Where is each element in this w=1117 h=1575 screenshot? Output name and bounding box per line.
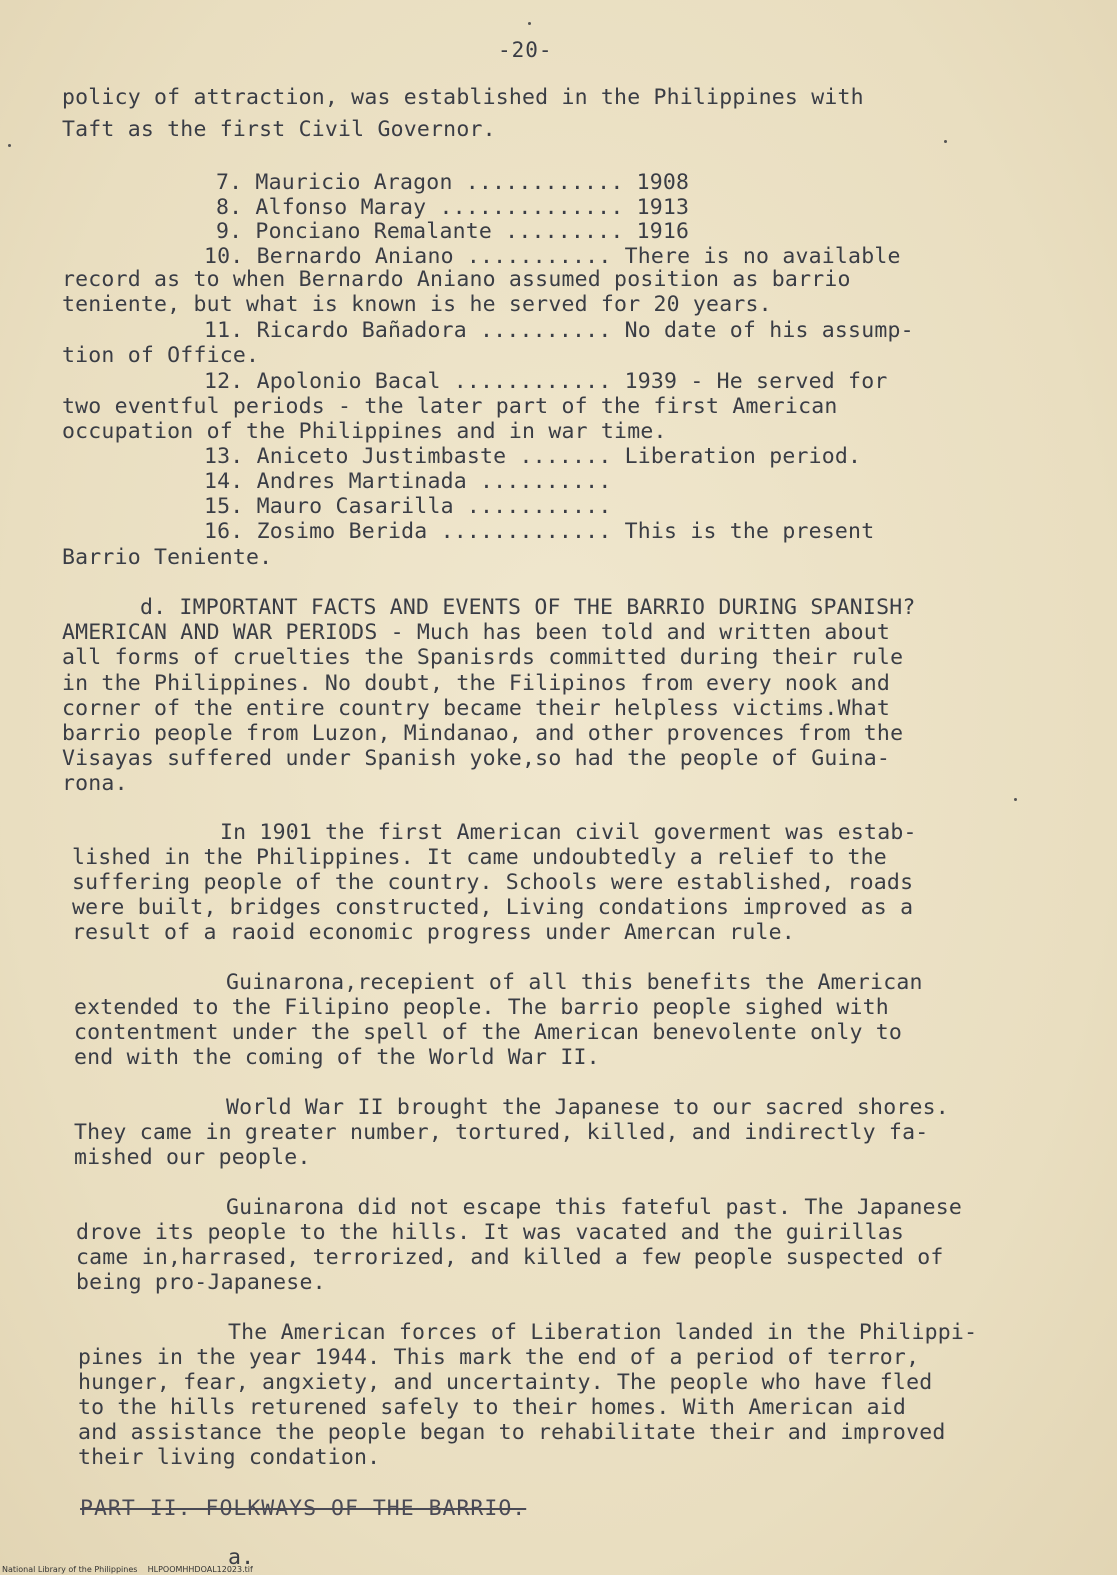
text-line: rona. [62, 771, 128, 796]
teniente-list-item: 7. Mauricio Aragon ............ 1908 [216, 170, 690, 195]
text-line: were built, bridges constructed, Living condations improved as a [72, 895, 914, 920]
text-line: mished our people. [74, 1145, 311, 1170]
text-line: Taft as the first Civil Governor. [62, 117, 496, 142]
teniente-list-item: 16. Zosimo Berida ............. This is the present [204, 519, 875, 544]
text-line: in the Philippines. No doubt, the Filipinos from every nook and [62, 671, 891, 696]
text-line: record as to when Bernardo Aniano assumed position as barrio [62, 267, 851, 292]
archive-footer: National Library of the Philippines HLPOOMHHDOAL12023.tif [2, 1565, 253, 1574]
teniente-list-item: 15. Mauro Casarilla ........... [204, 494, 612, 519]
ink-speck [528, 22, 531, 25]
text-line: occupation of the Philippines and in war time. [62, 419, 667, 444]
text-line: corner of the entire country became their helpless victims.What [62, 696, 891, 721]
teniente-list-item: 11. Ricardo Bañadora .......... No date of his assump- [204, 318, 914, 343]
page-number: -20- [498, 38, 553, 62]
ink-speck [8, 144, 11, 147]
text-line: result of a raoid economic progress under Amercan rule. [72, 920, 795, 945]
teniente-list-item: 8. Alfonso Maray .............. 1913 [216, 195, 690, 220]
text-line: suffering people of the country. Schools were established, roads [72, 870, 914, 895]
ink-speck [944, 140, 947, 143]
text-line: The American forces of Liberation landed in the Philippi- [228, 1320, 978, 1345]
teniente-list-item: 14. Andres Martinada .......... [204, 469, 612, 494]
text-line: their living condation. [78, 1445, 381, 1470]
text-line: two eventful periods - the later part of the first American [62, 394, 838, 419]
text-line: contentment under the spell of the American benevolente only to [74, 1020, 903, 1045]
teniente-list-item: 9. Ponciano Remalante ......... 1916 [216, 219, 690, 244]
teniente-list-item: 12. Apolonio Bacal ............ 1939 - He served for [204, 369, 888, 394]
text-line: Guinarona,recepient of all this benefits the American [226, 970, 923, 995]
text-line: drove its people to the hills. It was vacated and the guirillas [76, 1220, 905, 1245]
text-line: World War II brought the Japanese to our sacred shores. [226, 1095, 949, 1120]
text-line: teniente, but what is known is he served for 20 years. [62, 292, 772, 317]
text-line: In 1901 the first American civil goverment was estab- [220, 820, 917, 845]
section-d-heading: d. IMPORTANT FACTS AND EVENTS OF THE BARRIO DURING SPANISH? [140, 595, 916, 620]
text-line: Guinarona did not escape this fateful past. The Japanese [226, 1195, 963, 1220]
text-line: policy of attraction, was established in the Philippines with [62, 85, 864, 110]
text-line: Visayas suffered under Spanish yoke,so had the people of Guina- [62, 746, 891, 771]
ink-speck [1014, 798, 1017, 801]
text-line: They came in greater number, tortured, killed, and indirectly fa- [74, 1120, 929, 1145]
next-item-label: a. [228, 1545, 255, 1570]
text-line: extended to the Filipino people. The barrio people sighed with [74, 995, 889, 1020]
text-line: AMERICAN AND WAR PERIODS - Much has been told and written about [62, 620, 891, 645]
text-line: and assistance the people began to rehabilitate their and improved [78, 1420, 946, 1445]
text-line: lished in the Philippines. It came undoubtedly a relief to the [72, 845, 887, 870]
text-line: came in,harrased, terrorized, and killed a few people suspected of [76, 1245, 944, 1270]
text-line: all forms of cruelties the Spanisrds committed during their rule [62, 645, 904, 670]
text-line: Barrio Teniente. [62, 545, 273, 570]
teniente-list-item: 13. Aniceto Justimbaste ....... Liberation period. [204, 444, 862, 469]
text-line: end with the coming of the World War II. [74, 1045, 600, 1070]
text-line: pines in the year 1944. This mark the end of a period of terror, [78, 1345, 920, 1370]
text-line: hunger, fear, angxiety, and uncertainty. The people who have fled [78, 1370, 933, 1395]
text-line: barrio people from Luzon, Mindanao, and other provences from the [62, 721, 904, 746]
text-line: tion of Office. [62, 343, 260, 368]
struck-out-heading: PART II. FOLKWAYS OF THE BARRIO. [80, 1496, 527, 1521]
text-line: to the hills returened safely to their homes. With American aid [78, 1395, 907, 1420]
text-line: being pro-Japanese. [76, 1270, 326, 1295]
teniente-list-item: 10. Bernardo Aniano ........... There is no available [204, 244, 901, 269]
